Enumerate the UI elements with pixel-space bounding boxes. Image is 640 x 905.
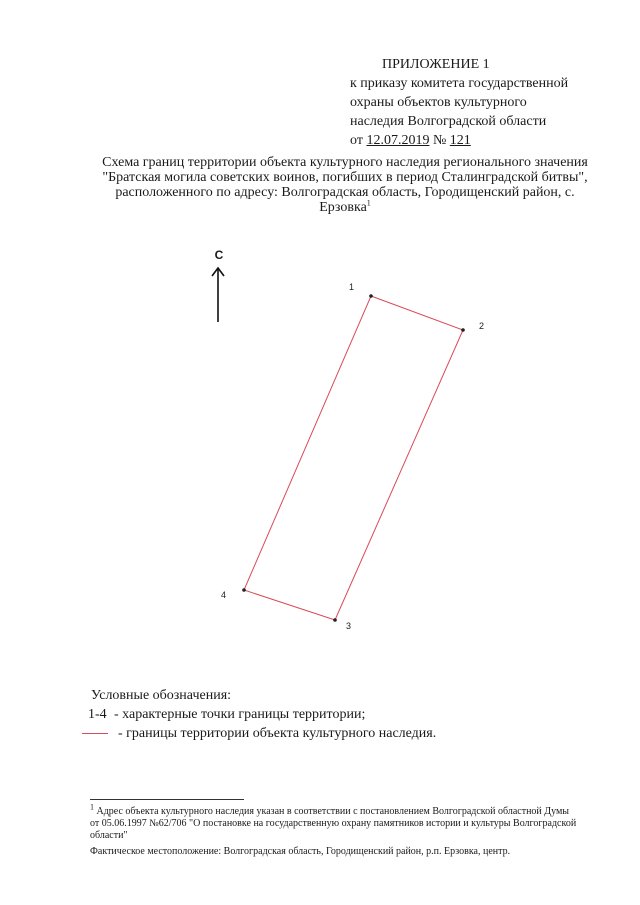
- legend-heading: Условные обозначения:: [91, 688, 232, 703]
- footnote-mark: 1: [90, 802, 94, 812]
- legend: [88, 686, 568, 743]
- order-number-sign: №: [432, 133, 447, 148]
- footnote-text: Адрес объекта культурного наследия указан в соответствии с постановлением Волгоградской областной Думы от 05.06.1997 №62/706 "О постановке на государственную охрану памятников истории и культуры Волгоградской области": [90, 806, 577, 841]
- footnote-divider: [90, 799, 244, 800]
- point-1-marker: [369, 294, 373, 298]
- point-4-label: 4: [221, 590, 227, 600]
- order-date-prefix: от: [350, 133, 363, 148]
- footnote-source: [90, 802, 580, 842]
- legend-points-text: - характерные точки границы территории;: [114, 707, 366, 722]
- boundary-polygon: [244, 296, 463, 620]
- point-1-label: 1: [349, 282, 355, 292]
- legend-boundary-row: [88, 724, 568, 743]
- appendix-line-3: наследия Волгоградской области: [350, 114, 547, 129]
- appendix-line-2: охраны объектов культурного: [350, 95, 527, 110]
- order-number: 121: [449, 133, 471, 148]
- north-label: С: [214, 248, 224, 262]
- point-4-marker: [242, 588, 246, 592]
- point-2-marker: [461, 328, 465, 332]
- legend-points-key: 1-4: [88, 707, 107, 722]
- appendix-title: ПРИЛОЖЕНИЕ 1: [382, 57, 490, 72]
- legend-boundary-text: - границы территории объекта культурного наследия.: [118, 726, 437, 741]
- footnote-actual-location: Фактическое местоположение: Волгоградская область, Городищенский район, р.п. Ерзовка, центр.: [90, 846, 511, 857]
- legend-points-row: [88, 705, 568, 724]
- appendix-line-1: к приказу комитета государственной: [350, 76, 569, 91]
- scheme-title-text: Схема границ территории объекта культурного наследия регионального значения "Братская могила советских воинов, погибших в период Сталинградской битвы", расположенного по адресу: Волгоградская область, Городищенский район, с. Ерзовка: [102, 155, 588, 215]
- order-date: 12.07.2019: [366, 133, 430, 148]
- point-3-marker: [333, 618, 337, 622]
- point-2-label: 2: [479, 321, 485, 331]
- footnote: [90, 802, 580, 858]
- scheme-title-footnote-mark: 1: [366, 198, 371, 208]
- boundary-line-swatch: [82, 733, 108, 734]
- point-3-label: 3: [346, 621, 352, 631]
